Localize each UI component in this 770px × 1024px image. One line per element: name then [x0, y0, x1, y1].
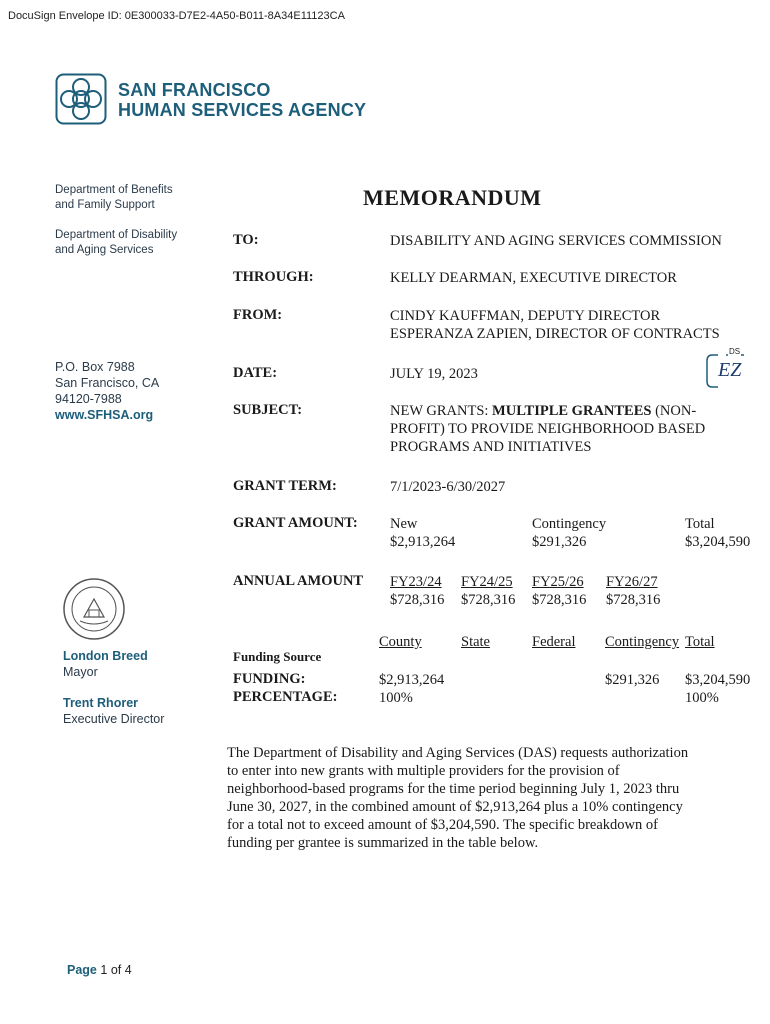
grant-new — [390, 515, 455, 551]
annual-fy4 — [606, 573, 660, 609]
col-state: State — [461, 634, 490, 650]
body-paragraph — [227, 744, 717, 852]
from-value-line1: CINDY KAUFFMAN, DEPUTY DIRECTOR — [390, 308, 661, 324]
initials-signature: EZ — [718, 359, 742, 381]
col-federal: Federal — [532, 634, 576, 650]
mayor-title: Mayor — [63, 665, 98, 679]
grant-total-value: $3,204,590 — [685, 534, 751, 550]
org-name-line2: HUMAN SERVICES AGENCY — [118, 100, 367, 120]
col-total: Total — [685, 634, 715, 650]
funding-total-amount: $3,204,590 — [685, 672, 751, 688]
annual-fy3 — [532, 573, 586, 609]
funding-total-pct: 100% — [685, 690, 719, 706]
from-value-line2: ESPERANZA ZAPIEN, DIRECTOR OF CONTRACTS — [390, 326, 720, 342]
annual-fy1 — [390, 573, 444, 609]
annual-fy2-amount: $728,316 — [461, 592, 516, 608]
funding-contingency-amount: $291,326 — [605, 672, 660, 688]
annual-fy3-amount: $728,316 — [532, 592, 587, 608]
paragraph-line: The Department of Disability and Aging Services (DAS) requests authorization — [227, 745, 689, 761]
director-name: Trent Rhorer — [63, 696, 139, 710]
funding-label: FUNDING: — [233, 671, 306, 687]
annual-amount-label: ANNUAL AMOUNT — [233, 573, 364, 589]
from-value — [390, 307, 720, 343]
dept-benefits-line2: and Family Support — [55, 199, 155, 211]
director-title: Executive Director — [63, 712, 165, 726]
grant-total — [685, 515, 750, 551]
funding-county-pct: 100% — [379, 690, 413, 706]
page-total: of 4 — [110, 963, 132, 977]
page-number — [67, 963, 132, 977]
paragraph-line: neighborhood-based programs for the time period beginning July 1, 2023 thru — [227, 781, 680, 797]
dept-benefits-line1: Department of Benefits — [55, 184, 173, 196]
funding-total — [685, 671, 750, 707]
dept-disability-line2: and Aging Services — [55, 244, 154, 256]
subject-line3: PROGRAMS AND INITIATIVES — [390, 439, 592, 455]
subject-label: SUBJECT: — [233, 402, 303, 418]
dept-disability-line1: Department of Disability — [55, 229, 178, 241]
subject-bold: MULTIPLE GRANTEES — [492, 403, 652, 419]
annual-fy2-label: FY24/25 — [461, 574, 513, 590]
col-contingency: Contingency — [605, 634, 680, 650]
city-seal-icon — [62, 577, 126, 641]
po-box: P.O. Box 7988 — [55, 360, 135, 374]
annual-fy1-label: FY23/24 — [390, 574, 442, 590]
grant-new-value: $2,913,264 — [390, 534, 456, 550]
paragraph-line: to enter into new grants with multiple providers for the provision of — [227, 763, 620, 779]
page-current: 1 — [100, 963, 108, 977]
page-label: Page — [67, 963, 97, 977]
zip: 94120-7988 — [55, 392, 122, 406]
funding-county — [379, 671, 444, 707]
to-value: DISABILITY AND AGING SERVICES COMMISSION — [390, 233, 722, 249]
from-label: FROM: — [233, 307, 283, 323]
percentage-label: PERCENTAGE: — [233, 689, 338, 705]
through-label: THROUGH: — [233, 269, 314, 285]
grant-contingency-label: Contingency — [532, 516, 607, 532]
subject-line2: PROFIT) TO PROVIDE NEIGHBORHOOD BASED — [390, 421, 706, 437]
memo-title: MEMORANDUM — [363, 185, 542, 210]
initials-tag: DS — [729, 347, 741, 356]
docusign-envelope-id: DocuSign Envelope ID: 0E300033-D7E2-4A50-B011-8A34E11123CA — [8, 10, 345, 22]
col-county: County — [379, 634, 422, 650]
agency-logo-icon — [55, 73, 107, 125]
date-value: JULY 19, 2023 — [390, 366, 478, 382]
funding-county-amount: $2,913,264 — [379, 672, 445, 688]
to-label: TO: — [233, 232, 259, 248]
subject-suffix: (NON- — [651, 403, 697, 419]
paragraph-line: June 30, 2027, in the combined amount of $2,913,264 plus a 10% contingency — [227, 799, 683, 815]
grant-total-label: Total — [685, 516, 715, 532]
date-label: DATE: — [233, 365, 278, 381]
annual-fy2 — [461, 573, 515, 609]
grant-amount-label: GRANT AMOUNT: — [233, 515, 358, 531]
through-value: KELLY DEARMAN, EXECUTIVE DIRECTOR — [390, 270, 677, 286]
dept-disability — [55, 228, 177, 258]
docusign-initials-box — [706, 347, 746, 389]
subject-prefix: NEW GRANTS: — [390, 403, 493, 419]
grant-term-value: 7/1/2023-6/30/2027 — [390, 479, 506, 495]
mailing-address — [55, 359, 159, 423]
annual-fy4-amount: $728,316 — [606, 592, 661, 608]
dept-benefits — [55, 183, 173, 213]
grant-new-label: New — [390, 516, 418, 532]
org-name-line1: SAN FRANCISCO — [118, 80, 271, 100]
grant-contingency — [532, 515, 606, 551]
subject-line1 — [390, 402, 730, 420]
mayor-name: London Breed — [63, 649, 148, 663]
subject-value — [390, 402, 730, 456]
grant-contingency-value: $291,326 — [532, 534, 587, 550]
paragraph-line: for a total not to exceed amount of $3,204,590. The specific breakdown of — [227, 817, 658, 833]
annual-fy3-label: FY25/26 — [532, 574, 584, 590]
website-link[interactable]: www.SFHSA.org — [55, 408, 154, 422]
paragraph-line: funding per grantee is summarized in the table below. — [227, 835, 539, 851]
funding-source-label: Funding Source — [233, 649, 322, 664]
city: San Francisco, CA — [55, 376, 160, 390]
grant-term-label: GRANT TERM: — [233, 478, 337, 494]
annual-fy1-amount: $728,316 — [390, 592, 445, 608]
annual-fy4-label: FY26/27 — [606, 574, 658, 590]
